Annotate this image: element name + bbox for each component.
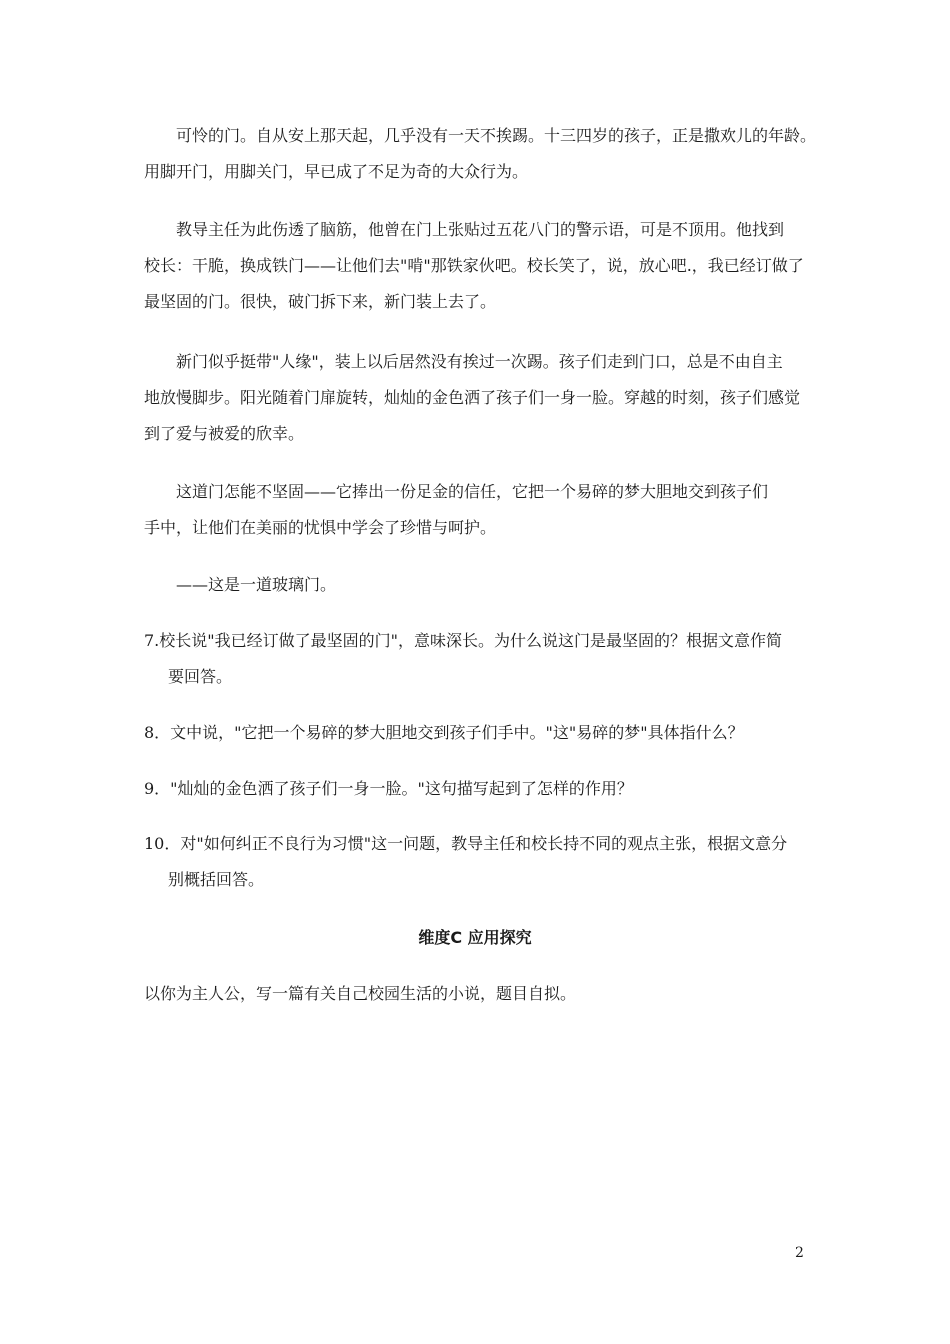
story-line: 新门似乎挺带"人缘"，装上以后居然没有挨过一次踢。孩子们走到门口，总是不由自主 xyxy=(176,352,783,371)
question-line: 要回答。 xyxy=(168,667,233,686)
story-line: 用脚开门，用脚关门，早已成了不足为奇的大众行为。 xyxy=(144,162,529,181)
question-line: 9．"灿灿的金色洒了孩子们一身一脸。"这句描写起到了怎样的作用？ xyxy=(144,779,633,798)
question-line: 7.校长说"我已经订做了最坚固的门"，意味深长。为什么说这门是最坚固的？根据文意作简 xyxy=(144,631,782,650)
story-line: 校长：干脆，换成铁门——让他们去"啃"那铁家伙吧。校长笑了，说，放心吧.，我已经订做了 xyxy=(144,256,804,275)
question-10 xyxy=(144,826,814,898)
section-heading: 维度C 应用探究 xyxy=(418,928,532,947)
story-paragraph-3 xyxy=(144,344,814,452)
story-line: 教导主任为此伤透了脑筋，他曾在门上张贴过五花八门的警示语，可是不顶用。他找到 xyxy=(176,220,785,239)
story-line: 地放慢脚步。阳光随着门扉旋转，灿灿的金色洒了孩子们一身一脸。穿越的时刻，孩子们感觉 xyxy=(144,388,801,407)
page-number: 2 xyxy=(795,1245,804,1261)
story-paragraph-5 xyxy=(144,567,814,603)
question-line: 10．对"如何纠正不良行为习惯"这一问题，教导主任和校长持不同的观点主张，根据文意分 xyxy=(144,834,788,853)
question-9 xyxy=(144,771,814,807)
story-paragraph-2 xyxy=(144,212,814,320)
story-paragraph-4 xyxy=(144,474,814,546)
story-line: 最坚固的门。很快，破门拆下来，新门装上去了。 xyxy=(144,292,497,311)
writing-task: 以你为主人公，写一篇有关自己校园生活的小说，题目自拟。 xyxy=(144,984,577,1003)
question-7 xyxy=(144,623,814,695)
story-line: ——这是一道玻璃门。 xyxy=(176,575,337,594)
question-8 xyxy=(144,715,814,751)
story-line: 到了爱与被爱的欣幸。 xyxy=(144,424,305,443)
question-line: 别概括回答。 xyxy=(168,870,265,889)
story-paragraph-1 xyxy=(144,118,817,190)
question-line: 8．文中说，"它把一个易碎的梦大胆地交到孩子们手中。"这"易碎的梦"具体指什么？ xyxy=(144,723,744,742)
story-line: 这道门怎能不坚固——它捧出一份足金的信任，它把一个易碎的梦大胆地交到孩子们 xyxy=(176,482,769,501)
story-line: 手中，让他们在美丽的忧惧中学会了珍惜与呵护。 xyxy=(144,518,497,537)
story-line: 可怜的门。自从安上那天起，几乎没有一天不挨踢。十三四岁的孩子，正是撒欢儿的年龄。 xyxy=(176,126,817,145)
